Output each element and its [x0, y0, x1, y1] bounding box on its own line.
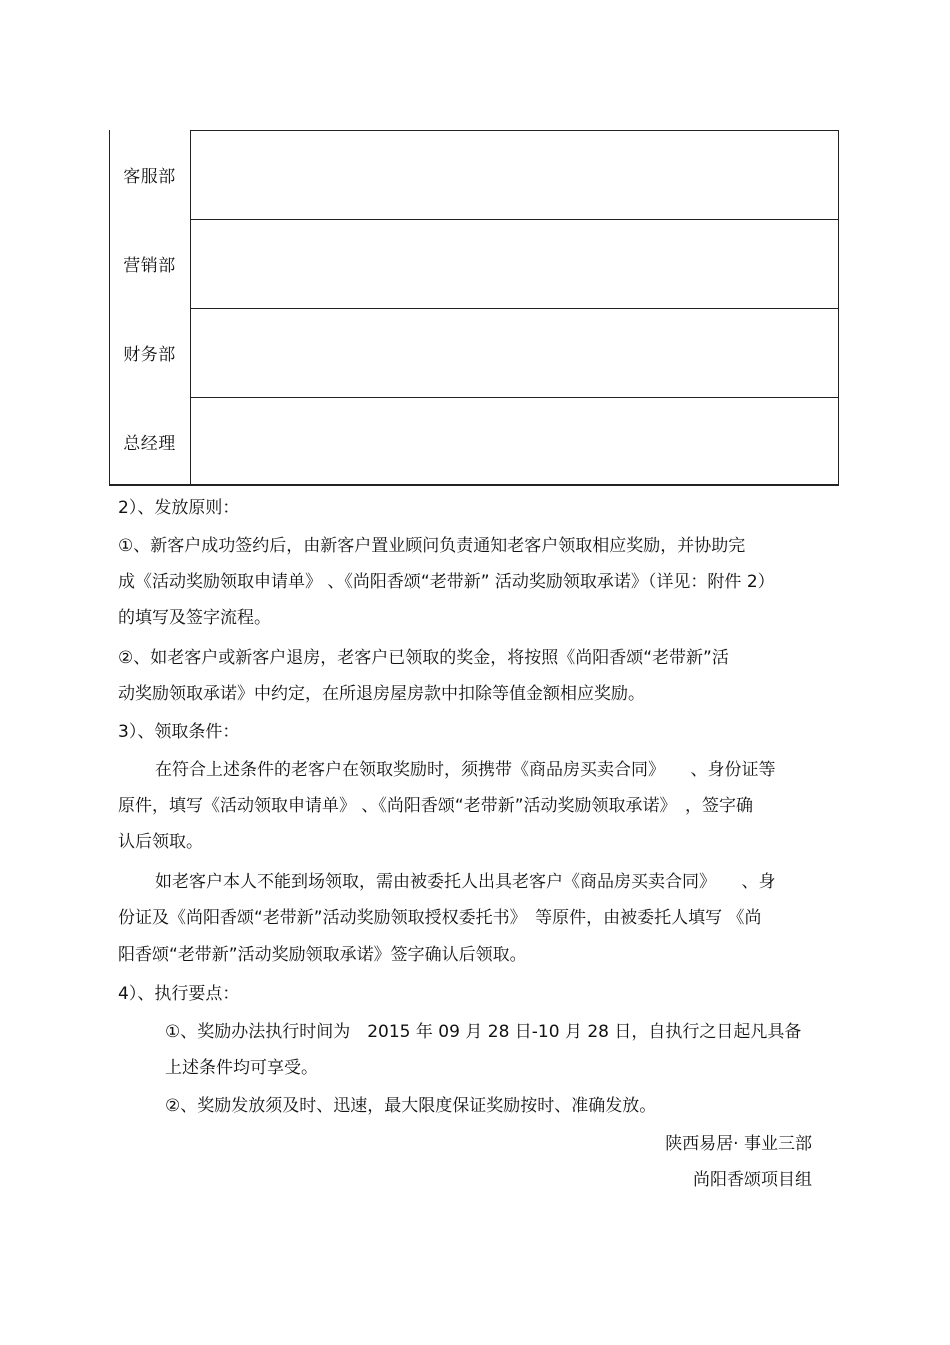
paragraph-line: ①、新客户成功签约后，由新客户置业顾问负责通知老客户领取相应奖励，并协助完 [118, 536, 746, 556]
section-heading-conditions: 3）、领取条件： [118, 722, 240, 742]
table-row [109, 219, 839, 308]
row-label-general-manager: 总经理 [123, 434, 176, 454]
signature-project-group: 尚阳香颂项目组 [693, 1170, 812, 1190]
table-row [109, 130, 839, 219]
paragraph-line: ②、如老客户或新客户退房，老客户已领取的奖金，将按照《尚阳香颂“老带新”活 [118, 648, 729, 668]
signature-organization: 陕西易居· 事业三部 [665, 1134, 812, 1154]
paragraph-line: ①、奖励办法执行时间为 2015 年 09 月 28 日-10 月 28 日，自执行之日起凡具备 [165, 1022, 802, 1042]
paragraph-line: 份证及《尚阳香颂“老带新”活动奖励领取授权委托书》 等原件，由被委托人填写 《尚 [118, 908, 762, 928]
approval-table [109, 130, 839, 486]
paragraph-line: 动奖励领取承诺》中约定，在所退房屋房款中扣除等值金额相应奖励。 [118, 684, 645, 704]
paragraph-line: ②、奖励发放须及时、迅速，最大限度保证奖励按时、准确发放。 [165, 1096, 657, 1116]
section-heading-execution: 4）、执行要点： [118, 984, 240, 1004]
paragraph-line: 上述条件均可享受。 [165, 1058, 318, 1078]
paragraph-line: 在符合上述条件的老客户在领取奖励时，须携带《商品房买卖合同》 、身份证等 [155, 760, 776, 780]
paragraph-line: 认后领取。 [118, 832, 203, 852]
section-heading-distribution: 2）、发放原则： [118, 498, 240, 518]
table-row [109, 397, 839, 486]
paragraph-line: 成《活动奖励领取申请单》 、《尚阳香颂“老带新” 活动奖励领取承诺》（详见：附件 2） [118, 572, 775, 592]
paragraph-line: 阳香颂“老带新”活动奖励领取承诺》签字确认后领取。 [118, 945, 527, 965]
row-label-marketing: 营销部 [123, 256, 176, 276]
table-row [109, 308, 839, 397]
paragraph-line: 原件，填写《活动领取申请单》 、《尚阳香颂“老带新”活动奖励领取承诺》 ，签字确 [118, 796, 754, 816]
paragraph-line: 如老客户本人不能到场领取，需由被委托人出具老客户《商品房买卖合同》 、身 [155, 872, 776, 892]
row-label-finance: 财务部 [123, 345, 176, 365]
row-label-customer-service: 客服部 [123, 167, 176, 187]
paragraph-line: 的填写及签字流程。 [118, 608, 271, 628]
